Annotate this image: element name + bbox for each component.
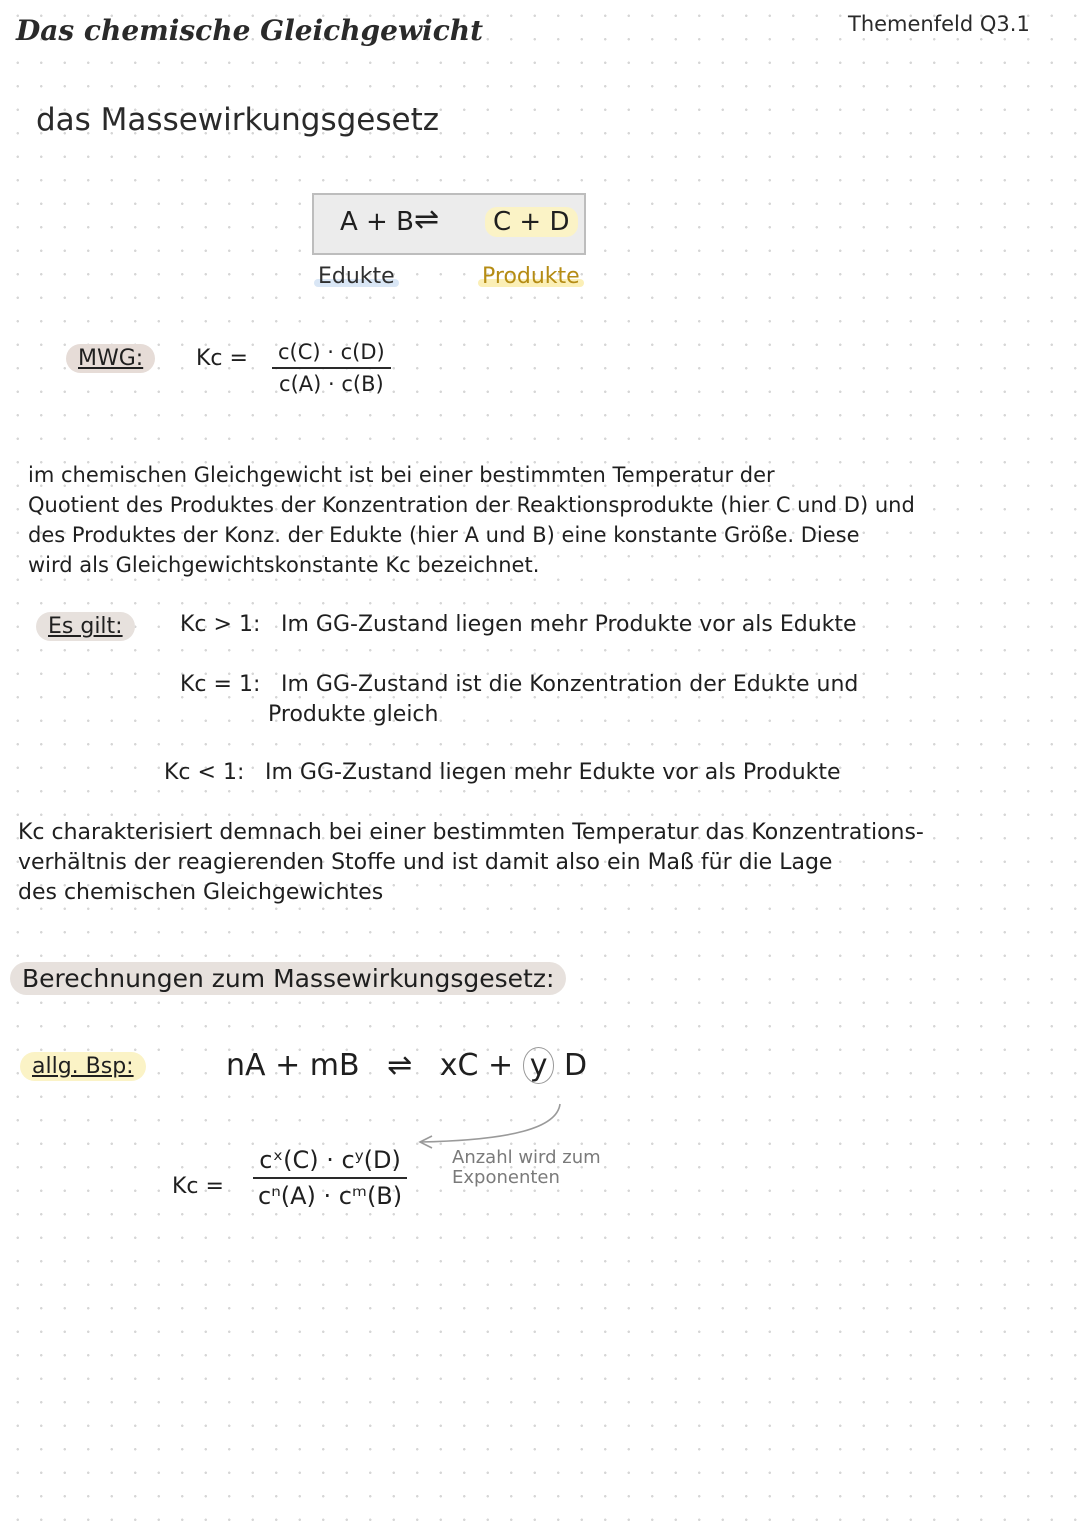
edukte-label: Edukte <box>318 264 395 289</box>
general-reaction <box>226 1048 587 1083</box>
mwg-fraction <box>272 340 391 396</box>
explanation-paragraph <box>28 460 1028 580</box>
reaction-products: C + D <box>485 207 578 237</box>
summary-line: verhältnis der reagierenden Stoffe und ist damit also ein Maß für die Lage <box>18 850 833 875</box>
equilibrium-arrow: ⇌ <box>414 202 440 237</box>
explanation-line: wird als Gleichgewichtskonstante Kc bezeichnet. <box>28 553 540 577</box>
general-educts: nA + mB <box>226 1048 360 1083</box>
rule-condition: Kc = 1: <box>180 672 261 697</box>
summary-paragraph <box>18 818 1058 908</box>
summary-line: Kc charakterisiert demnach bei einer bestimmten Temperatur das Konzentrations- <box>18 820 924 845</box>
rule-text-continued: Produkte gleich <box>268 702 439 727</box>
rule-text: Im GG-Zustand liegen mehr Edukte vor als Produkte <box>265 760 841 785</box>
rule-condition: Kc > 1: <box>180 612 261 637</box>
mwg-denominator: c(A) · c(B) <box>279 372 384 396</box>
general-fraction <box>252 1146 408 1210</box>
general-kc: Kc = <box>172 1174 224 1199</box>
explanation-line: im chemischen Gleichgewicht ist bei einer bestimmten Temperatur der <box>28 463 775 487</box>
rule-text: Im GG-Zustand ist die Konzentration der Edukte und <box>281 672 859 697</box>
section-title: das Massewirkungsgesetz <box>36 102 440 138</box>
produkte-label: Produkte <box>482 264 580 289</box>
mwg-kc: Kc = <box>196 346 248 371</box>
topic-label: Themenfeld Q3.1 <box>848 12 1030 36</box>
rule-kc-equal <box>180 672 858 697</box>
general-products-y: y <box>523 1047 555 1084</box>
rule-kc-less <box>164 760 841 785</box>
mwg-numerator: c(C) · c(D) <box>272 340 391 369</box>
calculations-title: Berechnungen zum Massewirkungsgesetz: <box>10 962 566 995</box>
general-arrow: ⇌ <box>387 1048 413 1083</box>
example-label: allg. Bsp: <box>20 1052 146 1081</box>
general-numerator: cˣ(C) · cʸ(D) <box>253 1146 407 1179</box>
mwg-label: MWG: <box>66 344 155 373</box>
general-denominator: cⁿ(A) · cᵐ(B) <box>258 1182 403 1210</box>
exponent-annotation: Anzahl wird zum Exponenten <box>452 1147 601 1188</box>
explanation-line: Quotient des Produktes der Konzentration der Reaktionsprodukte (hier C und D) und <box>28 493 915 517</box>
rule-text: Im GG-Zustand liegen mehr Produkte vor als Edukte <box>281 612 857 637</box>
explanation-line: des Produktes der Konz. der Edukte (hier A und B) eine konstante Größe. Diese <box>28 523 860 547</box>
general-products-x: xC + <box>439 1048 514 1083</box>
rules-label: Es gilt: <box>36 612 135 641</box>
document-title: Das chemische Gleichgewicht <box>16 14 484 47</box>
summary-line: des chemischen Gleichgewichtes <box>18 880 384 905</box>
reaction-educts: A + B <box>340 207 414 237</box>
rule-kc-greater <box>180 612 857 637</box>
rule-condition: Kc < 1: <box>164 760 245 785</box>
general-products-d: D <box>564 1048 588 1083</box>
